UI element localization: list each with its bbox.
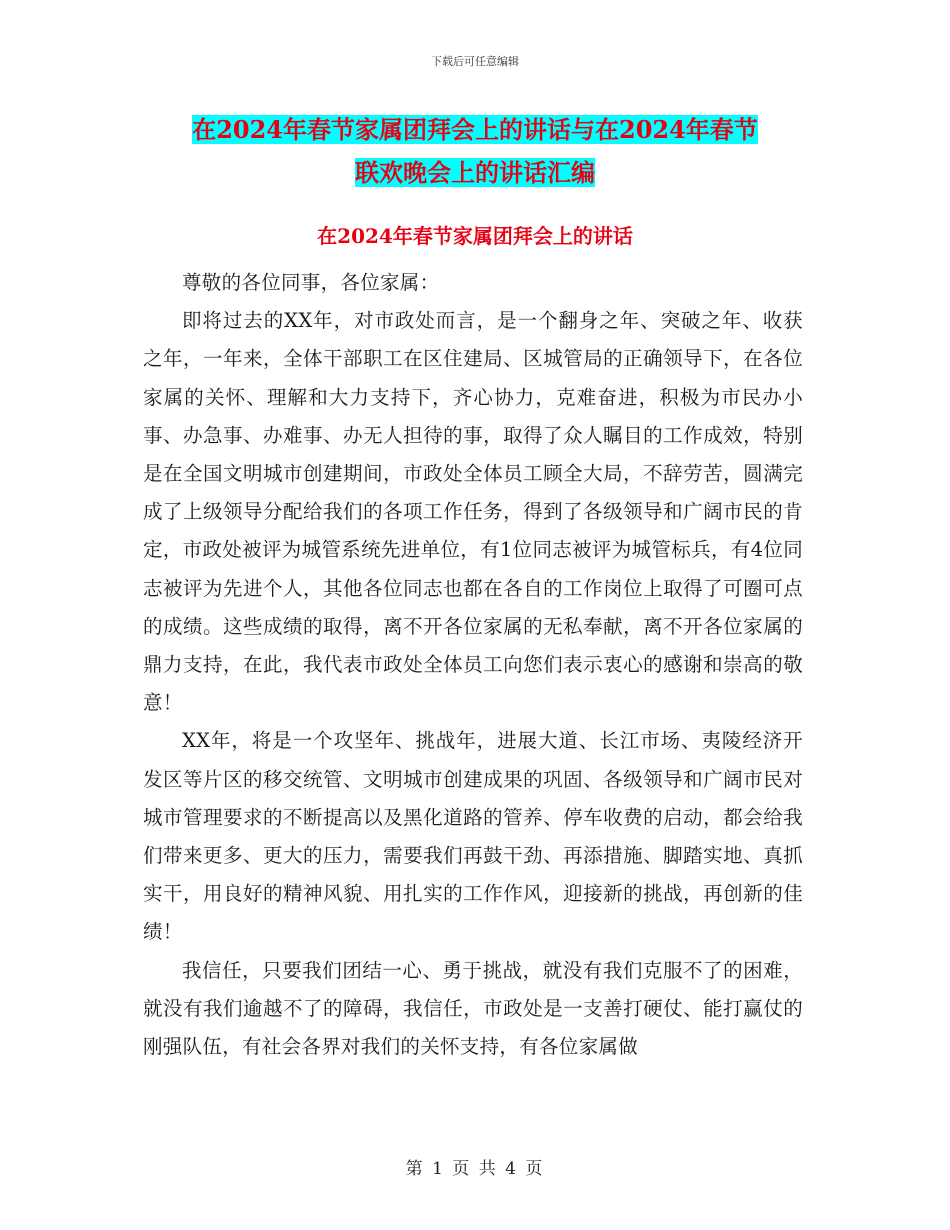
document-title-line1: 在2024年春节家属团拜会上的讲话与在2024年春节 <box>192 115 758 144</box>
salutation-paragraph: 尊敬的各位同事，各位家属： <box>182 271 440 294</box>
document-title-line2: 联欢晚会上的讲话汇编 <box>355 158 595 187</box>
body-paragraph: XX年，将是一个攻坚年、挑战年，进展大道、长江市场、夷陵经济开发区等片区的移交统管、文明城市创建成果的巩固、各级领导和广阔市民对城市管理要求的不断提高以及黑化道路的管养、停车收费的启动，都会给我们带来更多、更大的压力，需要我们再鼓干劲、再添措施、脚踏实地、真抓实干，用良好的精神风貌、用扎实的工作作风，迎接新的挑战，再创新的佳绩！ <box>143 729 803 944</box>
page-header: 下载后可任意编辑 <box>431 55 519 68</box>
body-paragraph: 即将过去的XX年，对市政处而言，是一个翻身之年、突破之年、收获之年，一年来，全体干部职工在区住建局、区城管局的正确领导下，在各位家属的关怀、理解和大力支持下，齐心协力，克难奋进，积极为市民办小事、办急事、办难事、办无人担待的事，取得了众人瞩目的工作成效，特别是在全国文明城市创建期间，市政处全体员工顾全大局，不辞劳苦，圆满完成了上级领导分配给我们的各项工作任务，得到了各级领导和广阔市民的肯定，市政处被评为城管系统先进单位，有1位同志被评为城管标兵，有4位同志被评为先进个人，其他各位同志也都在各自的工作岗位上取得了可圈可点的成绩。这些成绩的取得，离不开各位家属的无私奉献，离不开各位家属的鼎力支持，在此，我代表市政处全体员工向您们表示衷心的感谢和崇高的敬意！ <box>143 309 803 715</box>
body-paragraph: 我信任，只要我们团结一心、勇于挑战，就没有我们克服不了的困难，就没有我们逾越不了的障碍，我信任，市政处是一支善打硬仗、能打赢仗的刚强队伍，有社会各界对我们的关怀支持，有各位家属做 <box>143 958 803 1059</box>
document-body <box>143 264 803 1066</box>
document-title <box>145 108 805 194</box>
section-title: 在2024年春节家属团拜会上的讲话 <box>317 224 633 248</box>
page-footer: 第 1 页 共 4 页 <box>405 1159 545 1179</box>
